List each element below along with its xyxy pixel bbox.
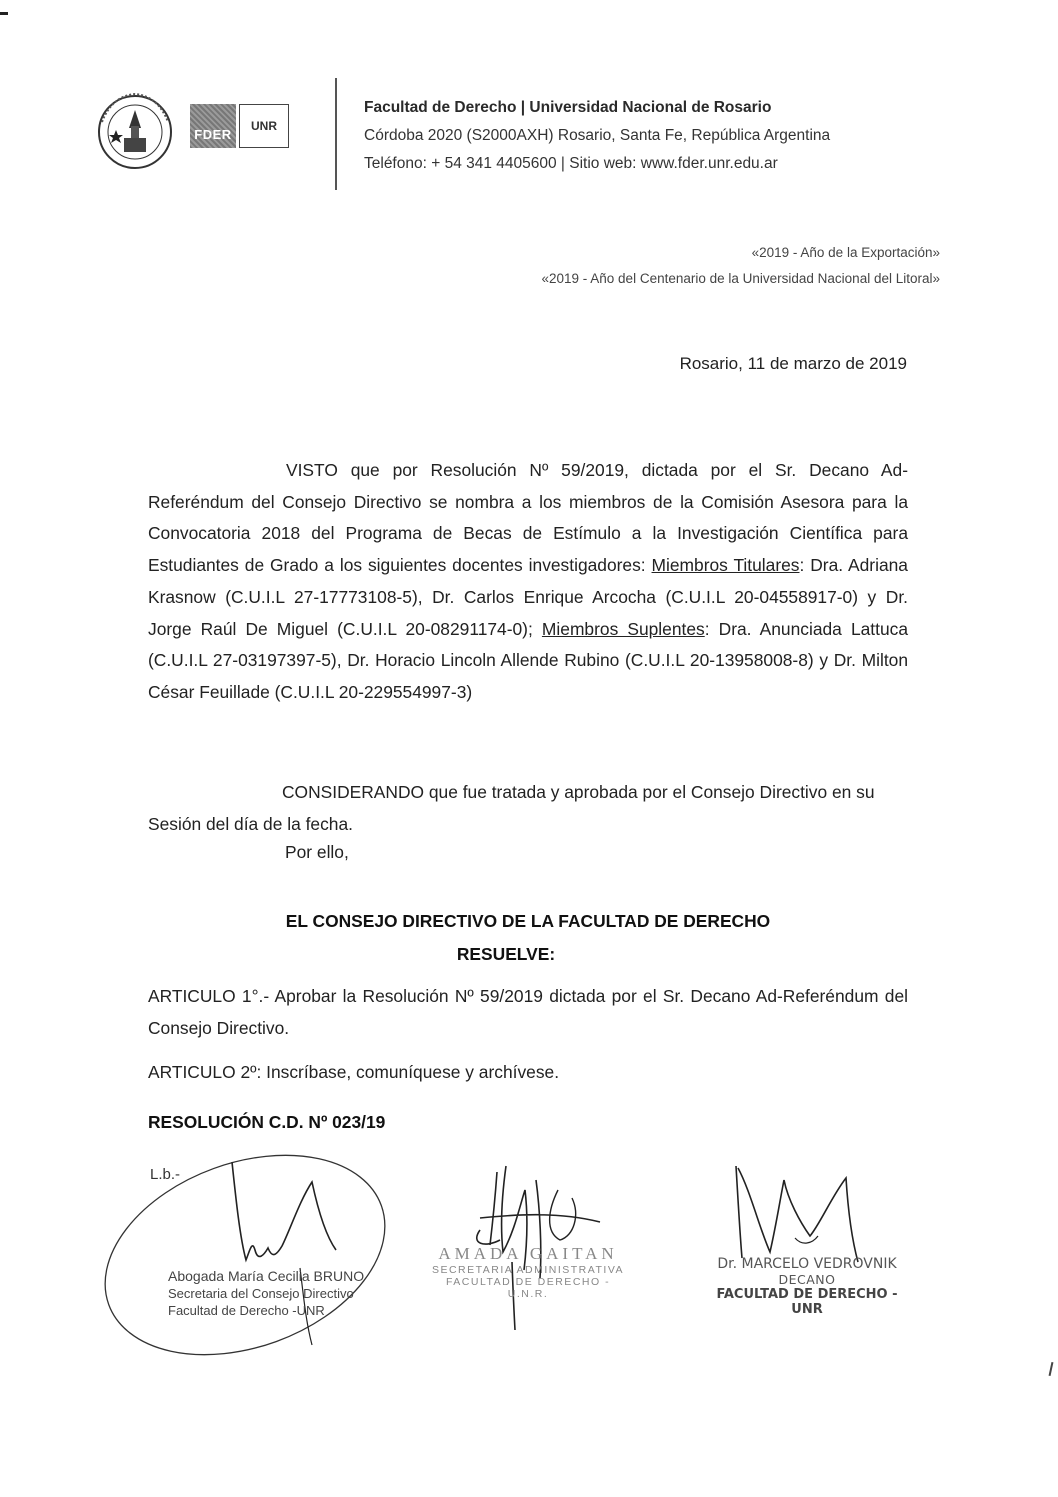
year-motto: «2019 - Año de la Exportación» xyxy=(751,245,940,260)
council-heading: EL CONSEJO DIRECTIVO DE LA FACULTAD DE DERECHO xyxy=(285,911,771,931)
signature-name: AMADA GAITAN xyxy=(438,1244,618,1263)
initials: L.b.- xyxy=(150,1166,181,1183)
visto-lead: VISTO que por Resolución Nº 59/2019, dictada por el Sr. Decano Ad-Referéndum del Consejo Directivo se nombra a los miembros de la Comisión Asesora para la Convocatoria 2018 del Programa de Becas de Estímulo a la Investigación Científica para Estudiantes de Grado a los siguientes docentes investigadores: xyxy=(148,460,908,576)
scan-mark xyxy=(1049,1362,1054,1376)
institution-header xyxy=(364,94,924,178)
institution-address: Córdoba 2020 (S2000AXH) Rosario, Santa Fe, República Argentina xyxy=(364,127,831,144)
por-ello: Por ello, xyxy=(285,842,349,862)
header-divider xyxy=(335,78,337,190)
suplentes-label: Miembros Suplentes xyxy=(541,618,705,639)
signature-title: Secretaria del Consejo Directivo xyxy=(168,1286,354,1301)
signature-affiliation: Facultad de Derecho -UNR xyxy=(168,1303,325,1318)
signature-affiliation: FACULTAD DE DERECHO -UNR xyxy=(716,1287,898,1317)
suplentes-text: : Dra. Anunciada Lattuca (C.U.I.L 27-03197397-5), Dr. Horacio Lincoln Allende Rubino (C.U.I.L 20-13958008-8) y Dr. Milton César Feuillade (C.U.I.L 20-229554997-3) xyxy=(148,618,908,702)
resolution-number: RESOLUCIÓN C.D. Nº 023/19 xyxy=(148,1112,386,1132)
institution-name: Facultad de Derecho | Universidad Nacional de Rosario xyxy=(364,99,772,116)
fder-logo: FDER xyxy=(190,104,236,148)
signature-affiliation: FACULTAD DE DERECHO - U.N.R. xyxy=(445,1276,611,1300)
document-date: Rosario, 11 de marzo de 2019 xyxy=(679,354,907,373)
titulares-label: Miembros Titulares xyxy=(651,555,800,576)
signature-stamp-secretaria xyxy=(168,1268,368,1319)
signature-title: SECRETARIA ADMINISTRATIVA xyxy=(431,1264,625,1276)
articulo-2: ARTICULO 2º: Inscríbase, comuníquese y archívese. xyxy=(148,1062,560,1082)
signature-name: Abogada María Cecilia BRUNO xyxy=(168,1268,365,1284)
year-motto: «2019 - Año del Centenario de la Universidad Nacional del Litoral» xyxy=(541,271,940,286)
articulo-1: ARTICULO 1°.- Aprobar la Resolución Nº 59/2019 dictada por el Sr. Decano Ad-Referéndum del Consejo Directivo. xyxy=(148,986,908,1038)
institution-contact: Teléfono: + 54 341 4405600 | Sitio web: www.fder.unr.edu.ar xyxy=(364,155,778,172)
signature-stamp-administrativa xyxy=(430,1244,626,1300)
visto-paragraph xyxy=(148,455,908,709)
scan-mark xyxy=(0,12,8,15)
signature-stamp-decano xyxy=(712,1256,902,1317)
university-seal-icon xyxy=(96,92,174,174)
considerando-paragraph xyxy=(148,776,908,840)
titulares-text: : Dra. Adriana Krasnow (C.U.I.L 27-17773108-5), Dr. Carlos Enrique Arcocha (C.U.I.L 20-04558917-0) y Dr. Jorge Raúl De Miguel (C.U.I.L 20-08291174-0); xyxy=(148,555,908,639)
resuelve-heading: RESUELVE: xyxy=(456,944,556,964)
year-mottos xyxy=(541,240,940,292)
signature-title: DECANO xyxy=(778,1272,836,1287)
considerando-text: CONSIDERANDO que fue tratada y aprobada por el Consejo Directivo en su Sesión del día de la fecha. xyxy=(148,782,875,834)
unr-logo: UNR xyxy=(239,104,289,148)
signature-name: Dr. MARCELO VEDROVNIK xyxy=(717,1256,897,1272)
